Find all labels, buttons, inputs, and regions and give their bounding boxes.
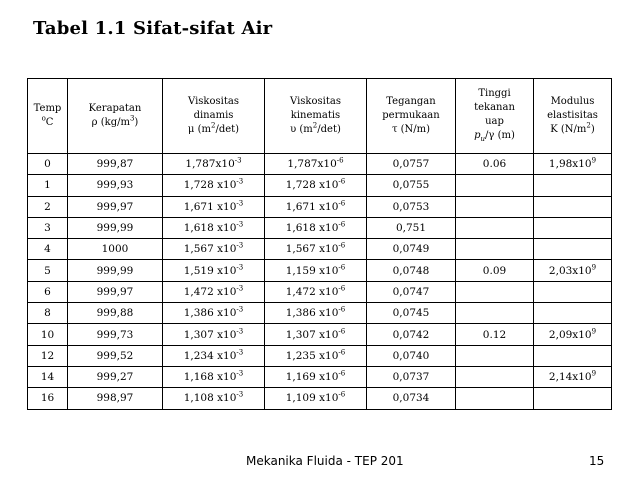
cell-density: 999,93 <box>68 175 163 196</box>
table-row <box>28 196 612 217</box>
cell-surface-tension: 0,0734 <box>367 388 456 409</box>
cell-temp: 0 <box>28 154 68 175</box>
header-kinematic-viscosity: Viskositas kinematis υ $(m^2/\det)$ <box>265 79 367 154</box>
table-title: Tabel 1.1 Sifat-sifat Air <box>33 18 273 39</box>
table-row <box>28 260 612 281</box>
table-row <box>28 388 612 409</box>
table-row <box>28 175 612 196</box>
cell-kinematic-viscosity: 1,109 $x10^{-6}$ <box>265 388 367 409</box>
cell-density: 999,97 <box>68 281 163 302</box>
cell-temp: 2 <box>28 196 68 217</box>
cell-elastic-modulus <box>534 345 612 366</box>
cell-dynamic-viscosity: 1,567 $x10^{-3}$ <box>163 239 265 260</box>
cell-temp: 1 <box>28 175 68 196</box>
cell-kinematic-viscosity: 1,307 $x10^{-6}$ <box>265 324 367 345</box>
cell-kinematic-viscosity: 1,618 $x10^{-6}$ <box>265 217 367 238</box>
cell-elastic-modulus <box>534 303 612 324</box>
cell-dynamic-viscosity: 1,519 $x10^{-3}$ <box>163 260 265 281</box>
cell-vapor-pressure-head: 0.12 <box>456 324 534 345</box>
cell-elastic-modulus <box>534 175 612 196</box>
cell-temp: 6 <box>28 281 68 302</box>
cell-elastic-modulus: $1,98x10^9$ <box>534 154 612 175</box>
cell-density: 999,99 <box>68 260 163 281</box>
cell-surface-tension: 0,0745 <box>367 303 456 324</box>
cell-vapor-pressure-head <box>456 345 534 366</box>
cell-kinematic-viscosity: 1,567 $x10^{-6}$ <box>265 239 367 260</box>
table-row <box>28 239 612 260</box>
page-number: 15 <box>589 454 605 468</box>
cell-temp: 3 <box>28 217 68 238</box>
cell-kinematic-viscosity: $1,787x10^{-6}$ <box>265 154 367 175</box>
cell-kinematic-viscosity: 1,728 $x10^{-6}$ <box>265 175 367 196</box>
cell-surface-tension: 0,0740 <box>367 345 456 366</box>
cell-elastic-modulus: $2,14x10^9$ <box>534 366 612 387</box>
cell-elastic-modulus <box>534 388 612 409</box>
cell-elastic-modulus <box>534 239 612 260</box>
cell-surface-tension: 0,0747 <box>367 281 456 302</box>
cell-density: 999,27 <box>68 366 163 387</box>
cell-density: 999,88 <box>68 303 163 324</box>
cell-surface-tension: 0,751 <box>367 217 456 238</box>
header-surface-tension: Tegangan permukaan τ (N/m) <box>367 79 456 154</box>
water-properties-table <box>27 78 612 410</box>
cell-vapor-pressure-head <box>456 366 534 387</box>
header-density: Kerapatan ρ $(kg/m^3)$ <box>68 79 163 154</box>
cell-vapor-pressure-head <box>456 303 534 324</box>
footer-course: Mekanika Fluida - TEP 201 <box>246 454 404 468</box>
cell-dynamic-viscosity: 1,234 $x10^{-3}$ <box>163 345 265 366</box>
cell-vapor-pressure-head <box>456 239 534 260</box>
table-row <box>28 345 612 366</box>
table-body <box>28 154 612 410</box>
cell-vapor-pressure-head <box>456 175 534 196</box>
cell-kinematic-viscosity: 1,472 $x10^{-6}$ <box>265 281 367 302</box>
cell-density: 999,52 <box>68 345 163 366</box>
table-row <box>28 324 612 345</box>
cell-dynamic-viscosity: 1,386 $x10^{-3}$ <box>163 303 265 324</box>
header-elastic-modulus: Modulus elastisitas K $(N/m^2)$ <box>534 79 612 154</box>
cell-vapor-pressure-head: 0.06 <box>456 154 534 175</box>
cell-vapor-pressure-head: 0.09 <box>456 260 534 281</box>
cell-dynamic-viscosity: 1,728 $x10^{-3}$ <box>163 175 265 196</box>
cell-vapor-pressure-head <box>456 196 534 217</box>
cell-dynamic-viscosity: $1,787x10^{-3}$ <box>163 154 265 175</box>
cell-elastic-modulus: $2,09x10^9$ <box>534 324 612 345</box>
cell-dynamic-viscosity: 1,618 $x10^{-3}$ <box>163 217 265 238</box>
cell-density: 1000 <box>68 239 163 260</box>
cell-elastic-modulus: $2,03x10^9$ <box>534 260 612 281</box>
cell-temp: 12 <box>28 345 68 366</box>
cell-kinematic-viscosity: 1,671 $x10^{-6}$ <box>265 196 367 217</box>
cell-vapor-pressure-head <box>456 281 534 302</box>
cell-kinematic-viscosity: 1,169 $x10^{-6}$ <box>265 366 367 387</box>
cell-surface-tension: 0,0753 <box>367 196 456 217</box>
cell-density: 998,97 <box>68 388 163 409</box>
header-dynamic-viscosity: Viskositas dinamis μ $(m^2/\det)$ <box>163 79 265 154</box>
cell-dynamic-viscosity: 1,671 $x10^{-3}$ <box>163 196 265 217</box>
cell-kinematic-viscosity: 1,386 $x10^{-6}$ <box>265 303 367 324</box>
header-row <box>28 79 612 154</box>
cell-density: 999,73 <box>68 324 163 345</box>
cell-surface-tension: 0,0757 <box>367 154 456 175</box>
cell-density: 999,97 <box>68 196 163 217</box>
cell-kinematic-viscosity: 1,235 $x10^{-6}$ <box>265 345 367 366</box>
table-row <box>28 303 612 324</box>
header-vapor-pressure-head: Tinggi tekanan uap $p_u/\gamma$ (m) <box>456 79 534 154</box>
table-row <box>28 154 612 175</box>
cell-density: 999,87 <box>68 154 163 175</box>
cell-temp: 14 <box>28 366 68 387</box>
table-row <box>28 366 612 387</box>
cell-surface-tension: 0,0748 <box>367 260 456 281</box>
cell-density: 999,99 <box>68 217 163 238</box>
cell-elastic-modulus <box>534 281 612 302</box>
header-temp: Temp $^o$C <box>28 79 68 154</box>
cell-elastic-modulus <box>534 196 612 217</box>
table-row <box>28 217 612 238</box>
cell-surface-tension: 0,0742 <box>367 324 456 345</box>
cell-vapor-pressure-head <box>456 388 534 409</box>
cell-kinematic-viscosity: 1,159 $x10^{-6}$ <box>265 260 367 281</box>
cell-dynamic-viscosity: 1,168 $x10^{-3}$ <box>163 366 265 387</box>
cell-surface-tension: 0,0749 <box>367 239 456 260</box>
cell-surface-tension: 0,0755 <box>367 175 456 196</box>
cell-temp: 4 <box>28 239 68 260</box>
cell-elastic-modulus <box>534 217 612 238</box>
cell-temp: 5 <box>28 260 68 281</box>
cell-vapor-pressure-head <box>456 217 534 238</box>
cell-surface-tension: 0,0737 <box>367 366 456 387</box>
cell-temp: 8 <box>28 303 68 324</box>
cell-temp: 10 <box>28 324 68 345</box>
cell-dynamic-viscosity: 1,108 $x10^{-3}$ <box>163 388 265 409</box>
cell-dynamic-viscosity: 1,307 $x10^{-3}$ <box>163 324 265 345</box>
cell-temp: 16 <box>28 388 68 409</box>
table-row <box>28 281 612 302</box>
cell-dynamic-viscosity: 1,472 $x10^{-3}$ <box>163 281 265 302</box>
